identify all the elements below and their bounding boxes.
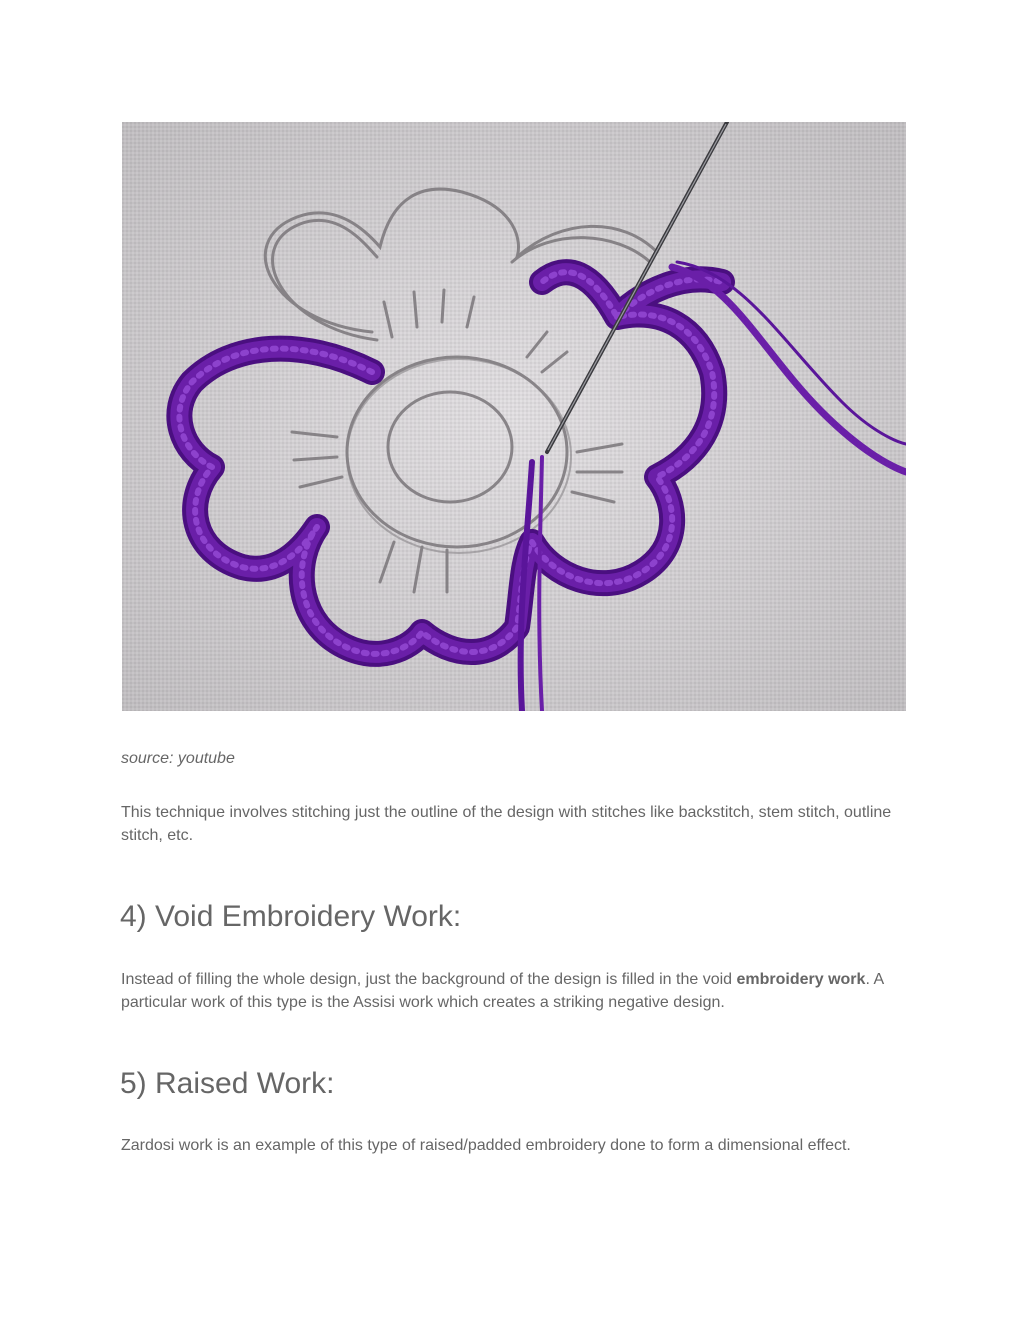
raised-work-paragraph: Zardosi work is an example of this type of raised/padded embroidery done to form a dimensional effect. bbox=[121, 1137, 851, 1154]
void-text-before: Instead of filling the whole design, just the background of the design is filled in the void bbox=[121, 971, 737, 988]
section-heading-raised-work: 5) Raised Work: bbox=[120, 1067, 335, 1100]
void-embroidery-paragraph bbox=[121, 968, 911, 1014]
embroidered-flower-illustration bbox=[122, 122, 906, 711]
void-text-after: . A particular work of this type is the Assisi work which creates a striking negative design. bbox=[121, 971, 884, 1011]
embroidery-work-bold: embroidery work bbox=[736, 971, 866, 988]
image-caption: source: youtube bbox=[121, 750, 235, 767]
embroidery-photo bbox=[122, 122, 906, 711]
section-heading-void-embroidery: 4) Void Embroidery Work: bbox=[120, 900, 462, 933]
outline-technique-paragraph: This technique involves stitching just the outline of the design with stitches like backstitch, stem stitch, outline stitch, etc. bbox=[121, 804, 892, 844]
